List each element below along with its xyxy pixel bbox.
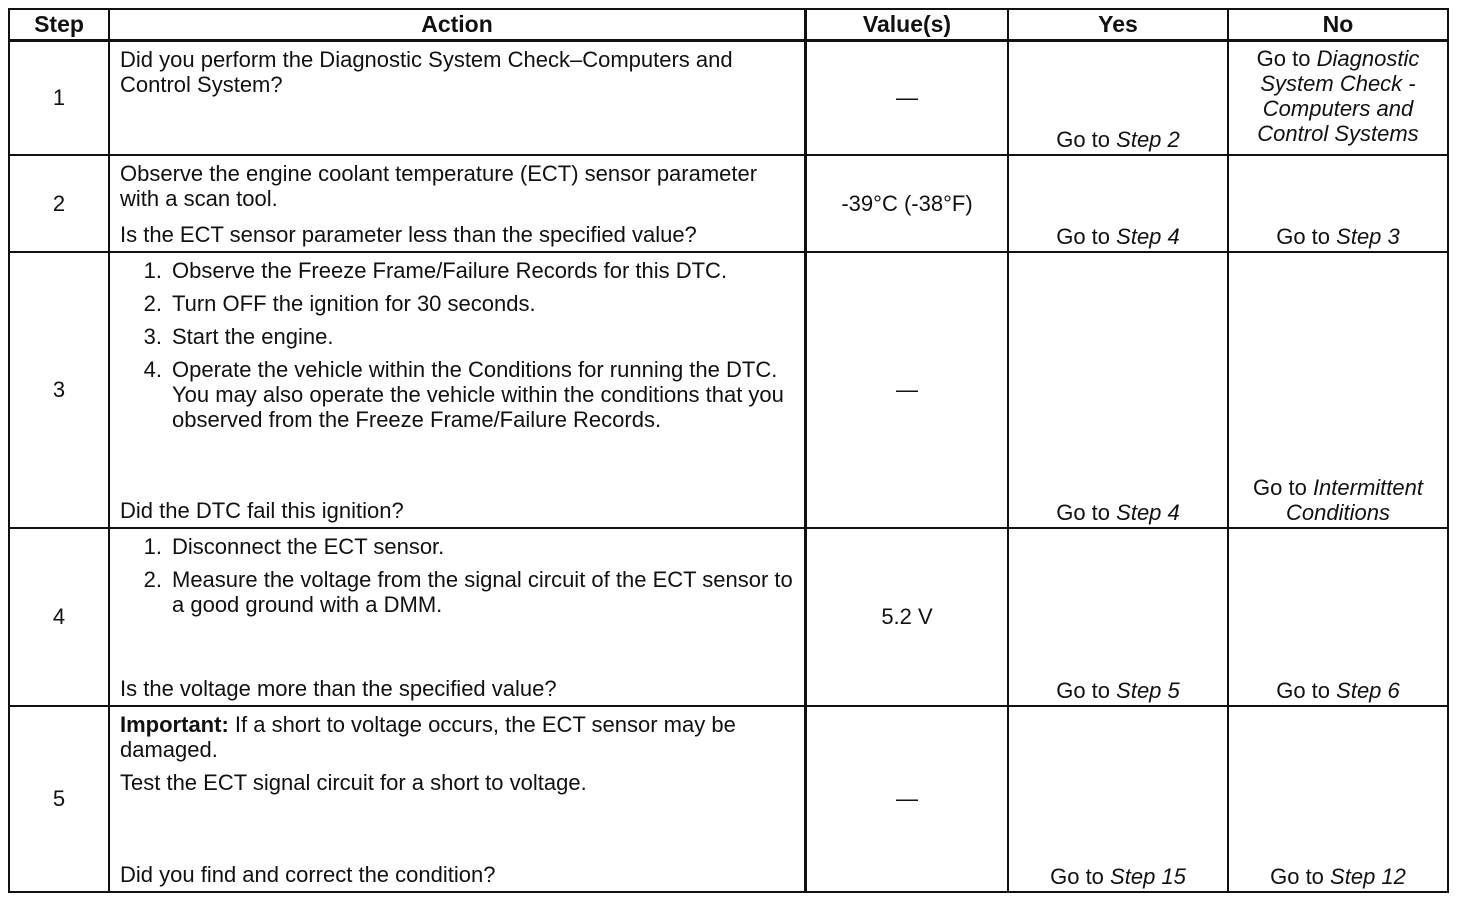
list-item: 3. Start the engine.: [143, 323, 334, 349]
step-number: 2: [9, 155, 109, 252]
action-cell: [109, 252, 806, 528]
table-row: [9, 252, 1448, 528]
goto-link-intermittent-conditions[interactable]: Intermittent Conditions: [1286, 474, 1423, 525]
question-text: Is the voltage more than the specified value?: [120, 675, 557, 701]
yes-cell: [1008, 706, 1228, 892]
header-values: Value(s): [806, 9, 1009, 41]
value-cell: —: [806, 252, 1009, 528]
goto-prefix: Go to: [1050, 863, 1104, 889]
goto-prefix: Go to: [1256, 46, 1311, 71]
list-item: 2. Measure the voltage from the signal circuit of the ECT sensor to a good ground with a DMM.: [143, 566, 793, 617]
goto-prefix: Go to: [1056, 499, 1111, 525]
header-action: Action: [109, 9, 806, 41]
yes-cell: [1008, 41, 1228, 155]
goto-prefix: Go to: [1270, 863, 1324, 889]
question-text: Did the DTC fail this ignition?: [120, 497, 404, 523]
value-cell: —: [806, 41, 1009, 155]
goto-prefix: Go to: [1276, 677, 1331, 703]
goto-link-step-15[interactable]: Step 15: [1110, 863, 1186, 889]
step-number: 4: [9, 528, 109, 706]
important-label: Important:: [120, 711, 229, 737]
no-cell: [1228, 252, 1448, 528]
list-item: 1. Observe the Freeze Frame/Failure Records for this DTC.: [143, 257, 728, 283]
action-cell: [109, 706, 806, 892]
diagnostic-table: [8, 8, 1449, 893]
header-no: No: [1228, 9, 1448, 41]
goto-link-step-4[interactable]: Step 4: [1116, 499, 1180, 525]
yes-cell: [1008, 252, 1228, 528]
table-row: [9, 706, 1448, 892]
goto-prefix: Go to: [1056, 677, 1111, 703]
action-text: Test the ECT signal circuit for a short to voltage.: [120, 769, 587, 795]
table-row: [9, 41, 1448, 155]
value-cell: 5.2 V: [806, 528, 1009, 706]
no-cell: [1228, 706, 1448, 892]
important-text: If a short to voltage occurs, the ECT sensor may be damaged.: [120, 711, 736, 762]
goto-prefix: Go to: [1056, 126, 1111, 152]
goto-prefix: Go to: [1056, 223, 1111, 249]
step-number: 3: [9, 252, 109, 528]
header-step: Step: [9, 9, 109, 41]
question-text: Is the ECT sensor parameter less than the specified value?: [120, 221, 697, 247]
yes-cell: [1008, 155, 1228, 252]
action-cell: [109, 155, 806, 252]
header-yes: Yes: [1008, 9, 1228, 41]
action-cell: [109, 41, 806, 155]
yes-cell: [1008, 528, 1228, 706]
goto-link-step-6[interactable]: Step 6: [1336, 677, 1400, 703]
table-row: [9, 155, 1448, 252]
header-row: [9, 9, 1448, 41]
goto-link-diagnostic-system-check[interactable]: Diagnostic System Check - Computers and Control Systems: [1257, 46, 1420, 146]
goto-prefix: Go to: [1253, 474, 1307, 500]
step-number: 5: [9, 706, 109, 892]
no-cell: [1228, 41, 1448, 155]
list-item: 4. Operate the vehicle within the Conditions for running the DTC. You may also operate the vehicle within the conditions that you observed from the Freeze Frame/Failure Records.: [143, 356, 784, 432]
goto-link-step-3[interactable]: Step 3: [1336, 223, 1400, 249]
no-cell: [1228, 155, 1448, 252]
goto-link-step-2[interactable]: Step 2: [1116, 126, 1180, 152]
important-note: [120, 712, 794, 762]
value-cell: —: [806, 706, 1009, 892]
value-cell: -39°C (-38°F): [806, 155, 1009, 252]
question-text: Did you perform the Diagnostic System Check–Computers and Control System?: [120, 47, 733, 97]
action-cell: [109, 528, 806, 706]
no-cell: [1228, 528, 1448, 706]
procedure-list: [114, 258, 794, 440]
goto-prefix: Go to: [1276, 223, 1331, 249]
list-item: 2. Turn OFF the ignition for 30 seconds.: [143, 290, 536, 316]
goto-link-step-12[interactable]: Step 12: [1330, 863, 1406, 889]
table-row: [9, 528, 1448, 706]
step-number: 1: [9, 41, 109, 155]
action-text: Observe the engine coolant temperature (ECT) sensor parameter with a scan tool.: [120, 160, 758, 211]
goto-link-step-4[interactable]: Step 4: [1116, 223, 1180, 249]
list-item: 1. Disconnect the ECT sensor.: [143, 533, 445, 559]
procedure-list: [114, 534, 794, 625]
question-text: Did you find and correct the condition?: [120, 861, 496, 887]
goto-link-step-5[interactable]: Step 5: [1116, 677, 1180, 703]
